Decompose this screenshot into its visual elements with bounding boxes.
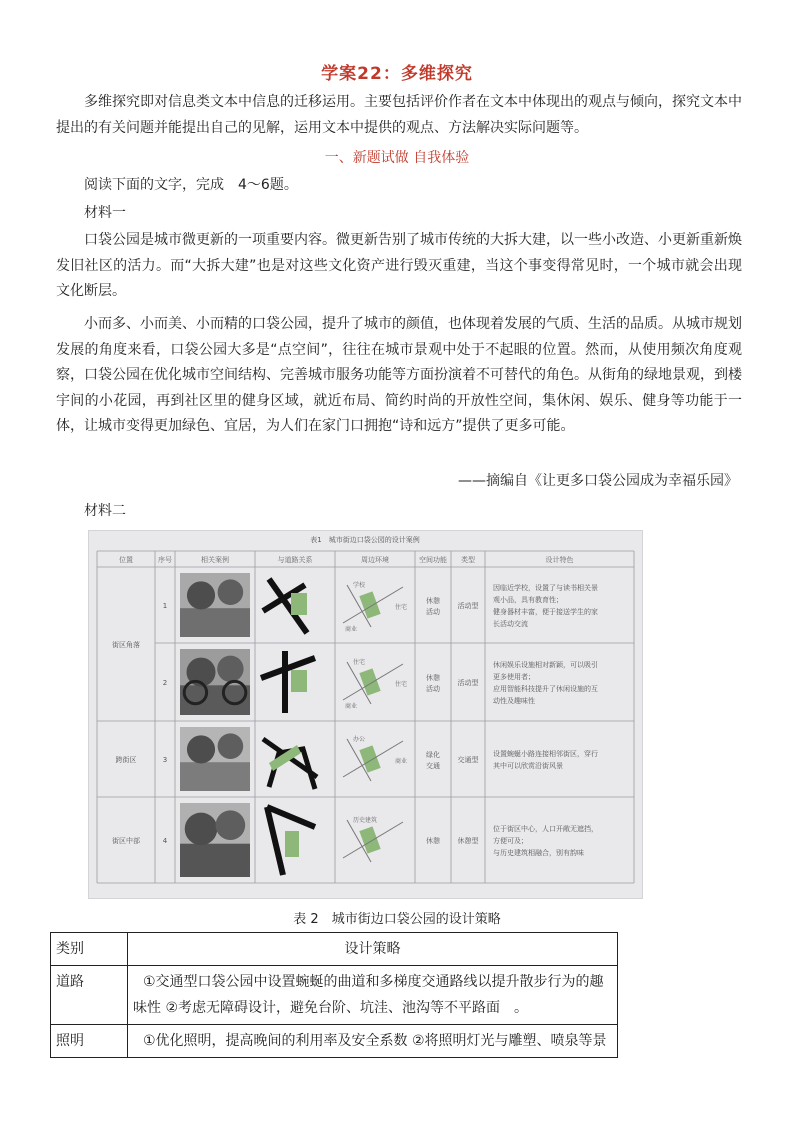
table-cell-category: 道路 xyxy=(51,966,128,1025)
photo-table-row xyxy=(163,649,598,715)
case-photo-tree xyxy=(187,581,215,609)
photo-table-header: 相关案例 xyxy=(201,556,229,564)
env-road xyxy=(343,664,403,700)
case-photo-tree xyxy=(216,810,246,840)
photo-cell-feature: 观小品，具有教育性； xyxy=(493,596,563,604)
photo-cell-function: 绿化 xyxy=(426,751,440,759)
photo-cell-type: 休憩型 xyxy=(457,837,479,845)
photo-cell-number: 1 xyxy=(162,602,168,610)
photo-cell-number: 2 xyxy=(162,679,168,687)
table-header-strategy: 设计策略 xyxy=(128,933,618,966)
material2-label: 材料二 xyxy=(84,503,126,519)
case-photo-tree xyxy=(217,656,243,682)
photo-table-header: 设计特色 xyxy=(545,556,574,564)
photo-cell-feature: 与历史建筑相融合，别有韵味 xyxy=(493,849,584,857)
photo-cell-feature: 位于街区中心，人口开敞无遮挡， xyxy=(493,825,598,833)
photo-cell-location: 街区角落 xyxy=(112,641,140,649)
photo-cell-function: 休憩 xyxy=(426,674,440,682)
table-row xyxy=(51,1025,618,1058)
photo-cell-feature: 应用智能科技提升了休闲设施的互 xyxy=(493,685,598,693)
road-line xyxy=(267,807,315,827)
env-label: 办公 xyxy=(353,736,366,743)
material1-paragraph-2: 小而多、小而美、小而精的口袋公园，提升了城市的颜值，也体现着发展的气质、生活的品质。从城市规划发展的角度来看，口袋公园大多是“点空间”，往往在城市景观中处于不起眼的位置。然而，从使用频次角度观察，口袋公园在优化城市空间结构、完善城市服务功能等方面扮演着不可替代的角色。从街角的绿地景观，到楼宇间的小花园，再到社区里的健身区域，就近布局、简约时尚的开放性空间，集休闲、娱乐、健身等功能于一体，让城市变得更加绿色、宜居，为人们在家门口拥抱“诗和远方”提供了更多可能。 xyxy=(56,316,742,434)
photo-cell-feature: 健身器材丰富，便于接送学生的家 xyxy=(493,608,598,616)
material1-label: 材料一 xyxy=(84,205,126,221)
table2-caption: 表 2 城市街边口袋公园的设计策略 xyxy=(293,912,501,927)
table-header-row xyxy=(51,933,618,966)
road-line xyxy=(267,807,283,875)
env-label: 历史建筑 xyxy=(353,817,378,824)
photo-table-row xyxy=(112,573,598,649)
material1-source: ——摘编自《让更多口袋公园成为幸福乐园》 xyxy=(458,473,738,489)
env-label: 住宅 xyxy=(395,681,408,688)
case-photo-ground xyxy=(180,685,250,715)
env-park xyxy=(359,668,380,695)
photo-cell-function: 活动 xyxy=(426,608,440,616)
photo-table-header: 位置 xyxy=(119,556,133,564)
photo-cell-type: 交通型 xyxy=(457,756,479,764)
case-photo-tree xyxy=(218,579,244,605)
design-cases-photo xyxy=(88,530,643,899)
env-park xyxy=(359,826,380,853)
photo-cell-feature: 长活动交流 xyxy=(493,620,528,628)
table-row xyxy=(51,966,618,1025)
photo-cell-number: 4 xyxy=(162,837,168,845)
photo-cell-function: 休憩 xyxy=(426,597,440,605)
photo-cell-feature: 因临近学校，设置了与读书相关景 xyxy=(493,584,598,592)
table-header-category: 类别 xyxy=(51,933,128,966)
case-photo-ground xyxy=(180,608,250,637)
env-label: 学校 xyxy=(353,582,366,589)
photo-table-header: 空间功能 xyxy=(419,556,447,564)
section-heading: 一、新题试做 自我体验 xyxy=(324,150,470,166)
photo-cell-function: 活动 xyxy=(426,685,440,693)
photo-table-header: 周边环境 xyxy=(361,556,389,564)
env-label: 商业 xyxy=(345,703,358,710)
photo-table-row xyxy=(112,803,598,877)
photo-table-row xyxy=(116,727,599,791)
park-block xyxy=(285,831,299,857)
env-label: 商业 xyxy=(395,758,408,765)
photo-cell-feature: 方便可及； xyxy=(493,837,528,845)
case-photo-ground xyxy=(180,762,250,791)
material1-paragraph-1: 口袋公园是城市微更新的一项重要内容。微更新告别了城市传统的大拆大建，以一些小改造、小更新重新焕发旧社区的活力。而“大拆大建”也是对这些文化资产进行毁灭重建，当这个事变得常见时，一个城市就会出现文化断层。 xyxy=(56,232,742,299)
document-title: 学案22：多维探究 xyxy=(321,64,473,84)
case-photo-tree xyxy=(187,735,215,763)
photo-cell-location: 跨街区 xyxy=(115,756,137,764)
photo-cell-function: 休憩 xyxy=(426,837,440,845)
photo-cell-type: 活动型 xyxy=(457,602,479,610)
case-photo-ground xyxy=(180,844,250,877)
case-photo-tree xyxy=(218,733,244,759)
photo-cell-number: 3 xyxy=(162,756,168,764)
design-strategy-table xyxy=(50,932,618,1058)
photo-cell-feature: 休闲娱乐设施相对新颖，可以吸引 xyxy=(493,661,598,669)
env-label: 商业 xyxy=(345,626,358,633)
photo-cell-type: 活动型 xyxy=(457,679,479,687)
photo-table-header: 类型 xyxy=(461,556,475,564)
park-block xyxy=(291,670,307,692)
photo-table-title: 表1 城市街边口袋公园的设计案例 xyxy=(310,536,420,544)
env-road xyxy=(343,741,403,777)
env-road xyxy=(343,822,403,858)
design-cases-table-image xyxy=(89,531,642,898)
reading-instruction: 阅读下面的文字，完成 4～6题。 xyxy=(84,177,298,193)
env-label: 住宅 xyxy=(353,659,366,666)
table-cell-category: 照明 xyxy=(51,1025,128,1058)
park-block xyxy=(291,593,307,615)
photo-cell-feature: 设置蜿蜒小路连接相邻街区，穿行 xyxy=(493,750,598,758)
env-label: 住宅 xyxy=(395,604,408,611)
photo-cell-feature: 其中可以欣赏沿街风景 xyxy=(493,762,563,770)
photo-cell-function: 交通 xyxy=(426,762,440,770)
env-road xyxy=(343,587,403,623)
table-cell-strategy: ①优化照明，提高晚间的利用率及安全系数 ②将照明灯光与雕塑、喷泉等景 xyxy=(128,1025,618,1058)
table-cell-strategy: ①交通型口袋公园中设置蜿蜒的曲道和多梯度交通路线以提升散步行为的趣味性 ②考虑无障碍设计，避免台阶、坑洼、池沟等不平路面 。 xyxy=(128,966,618,1025)
photo-table-header: 与道路关系 xyxy=(277,556,313,564)
photo-cell-feature: 更多使用者； xyxy=(493,673,535,681)
photo-table-header: 序号 xyxy=(158,556,172,564)
intro-paragraph: 多维探究即对信息类文本中信息的迁移运用。主要包括评价作者在文本中体现出的观点与倾向，探究文本中提出的有关问题并能提出自己的见解，运用文本中提供的观点、方法解决实际问题等。 xyxy=(56,94,742,136)
case-photo-tree xyxy=(185,813,218,846)
env-park xyxy=(359,591,380,618)
env-park xyxy=(359,745,380,772)
photo-cell-feature: 动性及趣味性 xyxy=(493,697,535,705)
photo-cell-location: 街区中部 xyxy=(112,837,140,845)
